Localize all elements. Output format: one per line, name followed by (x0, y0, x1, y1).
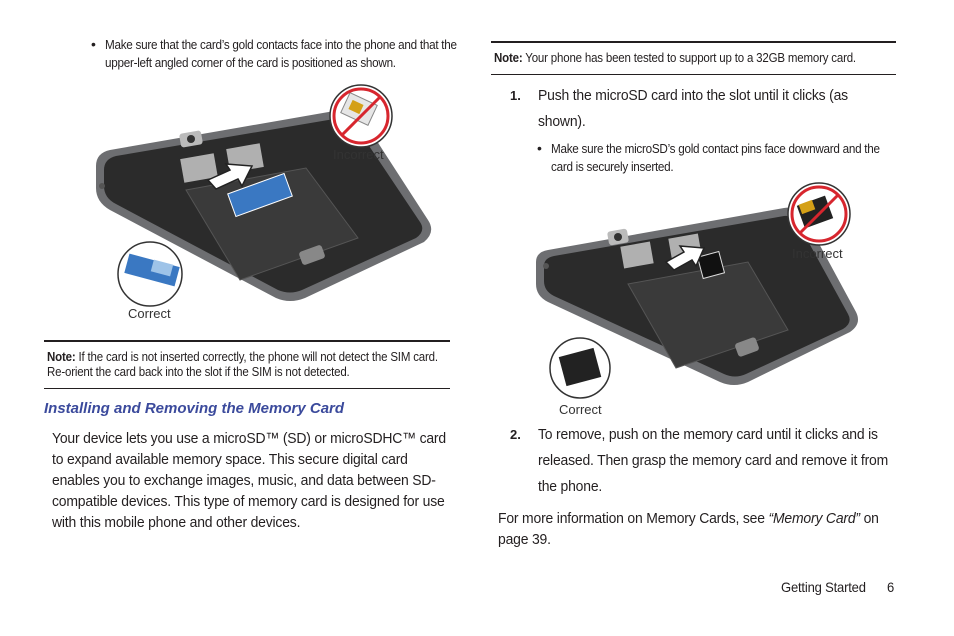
bullet-text: Make sure the microSD’s gold contact pins face downward and the card is securely inserted. (551, 141, 880, 174)
step-number: 2. (510, 427, 521, 442)
section-heading: Installing and Removing the Memory Card (44, 400, 345, 417)
fig2-correct-caption: Correct (559, 402, 602, 417)
step-text: To remove, push on the memory card until it clicks and is released. Then grasp the memory card and remove it from the phone. (538, 426, 889, 495)
step-1 (510, 83, 890, 135)
note-sim-detect (44, 340, 450, 389)
memory-card-paragraph: Your device lets you use a microSD™ (SD) or microSDHC™ card to expand available memory space. This secure digital card enables you to exchange images, music, and data between SD-compatible devices. This type of memory card is designed for use with this mobile phone and other devices. (52, 430, 446, 531)
correct-sd-orientation (550, 338, 610, 398)
more-info-paragraph (498, 508, 893, 550)
bullet-dot: • (91, 36, 96, 52)
bullet-sd-contacts (537, 140, 897, 176)
note-32gb (491, 41, 896, 75)
fig1-correct-caption: Correct (128, 306, 171, 321)
page-number: 6 (887, 579, 895, 595)
bullet-text: Make sure that the card’s gold contacts face into the phone and that the upper-left angled corner of the card is positioned as shown. (105, 37, 457, 70)
memory-card-link[interactable]: “Memory Card” (768, 510, 860, 527)
figure-sd-insert (536, 180, 866, 408)
step-text: Push the microSD card into the slot until it clicks (as shown). (538, 87, 848, 130)
bullet-sim-contacts (91, 36, 461, 72)
step-number: 1. (510, 88, 521, 103)
correct-sim-orientation (118, 242, 182, 306)
bullet-dot: • (537, 140, 542, 156)
more-info-prefix: For more information on Memory Cards, see (498, 510, 769, 527)
note-label: Note: (47, 350, 76, 364)
note-label: Note: (494, 51, 523, 65)
step-2 (510, 422, 890, 500)
note-text: If the card is not inserted correctly, the phone will not detect the SIM card. Re-orient the card back into the slot if the SIM is not detected. (47, 350, 438, 379)
footer-section: Getting Started (781, 579, 866, 595)
more-info-suffix: on page 39. (498, 510, 879, 548)
incorrect-sd-orientation (788, 183, 850, 245)
fig2-incorrect-caption: Incorrect (792, 246, 843, 261)
incorrect-sim-orientation (330, 85, 392, 147)
note-text: Your phone has been tested to support up to a 32GB memory card. (525, 51, 856, 65)
figure-sim-insert (90, 80, 440, 330)
fig1-incorrect-caption: Incorrect (333, 147, 384, 162)
